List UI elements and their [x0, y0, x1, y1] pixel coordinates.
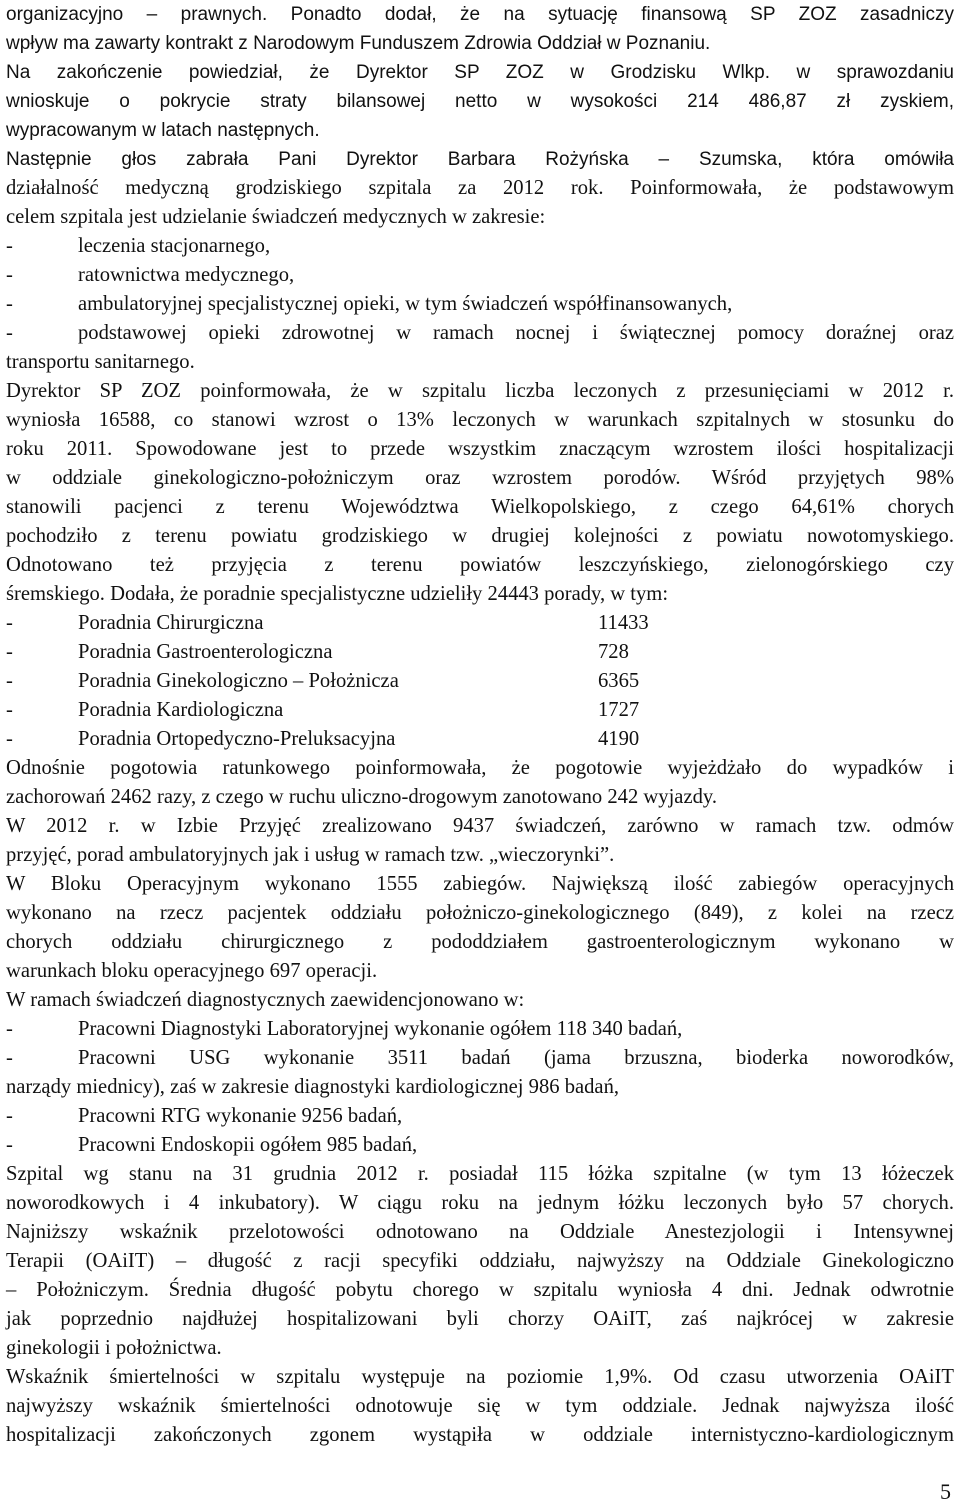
- clinic-count: 728: [598, 641, 629, 663]
- list-item: - Pracowni USG wykonanie 3511 badań (jama brzuszna, bioderka noworodków,: [6, 1044, 954, 1073]
- text-line: przyjęć, porad ambulatoryjnych jak i usług w ramach tzw. „wieczorynki”.: [6, 844, 615, 866]
- text-line: W 2012 r. w Izbie Przyjęć zrealizowano 9437 świadczeń, zarówno w ramach tzw. odmów: [6, 815, 954, 837]
- list-item-text: ambulatoryjnej specjalistycznej opieki, w tym świadczeń współfinansowanych,: [78, 293, 733, 315]
- list-item-text: Pracowni USG wykonanie 3511 badań (jama brzuszna, bioderka noworodków,: [78, 1047, 954, 1069]
- list-item-text: ratownictwa medycznego,: [78, 264, 295, 286]
- list-item: - Pracowni RTG wykonanie 9256 badań,: [6, 1102, 954, 1131]
- list-item: - ambulatoryjnej specjalistycznej opieki, w tym świadczeń współfinansowanych,: [6, 290, 954, 319]
- text-line: Odnośnie pogotowia ratunkowego poinformowała, że pogotowie wyjeżdżało do wypadków i: [6, 757, 954, 779]
- clinic-name: Poradnia Kardiologiczna: [78, 699, 284, 721]
- text-line: w oddziale ginekologiczno-położniczym oraz wzrostem porodów. Wśród przyjętych 98%: [6, 467, 954, 489]
- text-line: transportu sanitarnego.: [6, 351, 195, 373]
- list-item: - podstawowej opieki zdrowotnej w ramach nocnej i świątecznej pomocy doraźnej oraz: [6, 319, 954, 348]
- text-line: narządy miednicy), zaś w zakresie diagnostyki kardiologicznej 986 badań,: [6, 1076, 620, 1098]
- list-item: - leczenia stacjonarnego,: [6, 232, 954, 261]
- text-line: warunkach bloku operacyjnego 697 operacji.: [6, 960, 378, 982]
- list-item: - ratownictwa medycznego,: [6, 261, 954, 290]
- text-line: wyniosła 16588, co stanowi wzrost o 13% leczonych w warunkach szpitalnych w stosunku do: [6, 409, 954, 431]
- clinic-row: - Poradnia Gastroenterologiczna 728: [6, 638, 954, 667]
- list-item: - Pracowni Endoskopii ogółem 985 badań,: [6, 1131, 954, 1160]
- clinic-name: Poradnia Ginekologiczno – Położnicza: [78, 670, 399, 692]
- text-line: hospitalizacji zakończonych zgonem wystąpiła w oddziale internistyczno-kardiologicznym: [6, 1424, 954, 1446]
- text-line: organizacyjno – prawnych. Ponadto dodał, że na sytuację finansową SP ZOZ zasadniczy: [6, 4, 954, 25]
- clinic-count: 11433: [598, 612, 649, 634]
- text-line: wykonano na rzecz pacjentek oddziału położniczo-ginekologicznego (849), z kolei na rzecz: [6, 902, 954, 924]
- clinic-name: Poradnia Chirurgiczna: [78, 612, 264, 634]
- clinic-name: Poradnia Gastroenterologiczna: [78, 641, 333, 663]
- text-line: chorych oddziału chirurgicznego z pododdziałem gastroenterologicznym wykonano w: [6, 931, 954, 953]
- text-line: wnioskuje o pokrycie straty bilansowej netto w wysokości 214 486,87 zł zyskiem,: [6, 91, 954, 112]
- text-line: roku 2011. Spowodowane jest to przede wszystkim znaczącym wzrostem ilości hospitalizacji: [6, 438, 954, 460]
- list-item-text: Pracowni Endoskopii ogółem 985 badań,: [78, 1134, 418, 1156]
- text-line: zachorowań 2462 razy, z czego w ruchu uliczno-drogowym zanotowano 242 wyjazdy.: [6, 786, 717, 808]
- text-line: najwyższy wskaźnik śmiertelności odnotowuje się w tym oddziale. Jednak najwyższa ilość: [6, 1395, 954, 1417]
- text-line: – Położniczym. Średnia długość pobytu chorego w szpitalu wyniosła 4 dni. Jednak odwrotnie: [6, 1279, 954, 1301]
- page-number: 5: [940, 1479, 951, 1504]
- text-line: noworodkowych i 4 inkubatory). W ciągu roku na jednym łóżku leczonych było 57 chorych.: [6, 1192, 954, 1214]
- clinic-name: Poradnia Ortopedyczno-Preluksacyjna: [78, 728, 396, 750]
- clinic-count: 1727: [598, 699, 640, 721]
- text-line: Szpital wg stanu na 31 grudnia 2012 r. posiadał 115 łóżka szpitalne (w tym 13 łóżeczek: [6, 1163, 954, 1185]
- text-line: jak poprzednio najdłużej hospitalizowani byli chorzy OAiIT, zaś najkrócej w zakresie: [6, 1308, 954, 1330]
- text-line: Terapii (OAiIT) – długość z racji specyfiki oddziału, najwyższy na Oddziale Ginekologiczno: [6, 1250, 954, 1272]
- text-line: wpływ ma zawarty kontrakt z Narodowym Funduszem Zdrowia Oddział w Poznaniu.: [6, 33, 711, 54]
- text-line: wypracowanym w latach następnych.: [6, 120, 320, 141]
- text-line: stanowili pacjenci z terenu Województwa Wielkopolskiego, z czego 64,61% chorych: [6, 496, 954, 518]
- text-line: W ramach świadczeń diagnostycznych zaewidencjonowano w:: [6, 989, 525, 1011]
- clinic-row: - Poradnia Kardiologiczna 1727: [6, 696, 954, 725]
- list-item-text: podstawowej opieki zdrowotnej w ramach nocnej i świątecznej pomocy doraźnej oraz: [78, 322, 954, 344]
- list-item-text: Pracowni Diagnostyki Laboratoryjnej wykonanie ogółem 118 340 badań,: [78, 1018, 683, 1040]
- text-line: śremskiego. Dodała, że poradnie specjalistyczne udzieliły 24443 porady, w tym:: [6, 583, 669, 605]
- list-item: - Pracowni Diagnostyki Laboratoryjnej wykonanie ogółem 118 340 badań,: [6, 1015, 954, 1044]
- clinic-row: - Poradnia Ginekologiczno – Położnicza 6365: [6, 667, 954, 696]
- text-line: działalność medyczną grodziskiego szpitala za 2012 rok. Poinformowała, że podstawowym: [6, 177, 954, 199]
- text-line: Wskaźnik śmiertelności w szpitalu występuje na poziomie 1,9%. Od czasu utworzenia OAiIT: [6, 1366, 954, 1388]
- clinic-count: 6365: [598, 670, 640, 692]
- text-line: Dyrektor SP ZOZ poinformowała, że w szpitalu liczba leczonych z przesunięciami w 2012 r.: [6, 380, 954, 402]
- text-line: W Bloku Operacyjnym wykonano 1555 zabiegów. Największą ilość zabiegów operacyjnych: [6, 873, 954, 895]
- text-line: Najniższy wskaźnik przelotowości odnotowano na Oddziale Anestezjologii i Intensywnej: [6, 1221, 954, 1243]
- text-line: Odnotowano też przyjęcia z terenu powiatów leszczyńskiego, zielonogórskiego czy: [6, 554, 954, 576]
- text-line: pochodziło z terenu powiatu grodziskiego w drugiej kolejności z powiatu nowotomyskiego.: [6, 525, 954, 547]
- clinic-row: - Poradnia Ortopedyczno-Preluksacyjna 4190: [6, 725, 954, 754]
- text-line: Następnie głos zabrała Pani Dyrektor Barbara Rożyńska – Szumska, która omówiła: [6, 149, 954, 170]
- clinic-row: - Poradnia Chirurgiczna 11433: [6, 609, 954, 638]
- text-line: ginekologii i położnictwa.: [6, 1337, 222, 1359]
- text-line: Na zakończenie powiedział, że Dyrektor SP ZOZ w Grodzisku Wlkp. w sprawozdaniu: [6, 62, 954, 83]
- clinic-count: 4190: [598, 728, 640, 750]
- list-item-text: leczenia stacjonarnego,: [78, 235, 271, 257]
- text-line: celem szpitala jest udzielanie świadczeń medycznych w zakresie:: [6, 206, 546, 228]
- list-item-text: Pracowni RTG wykonanie 9256 badań,: [78, 1105, 403, 1127]
